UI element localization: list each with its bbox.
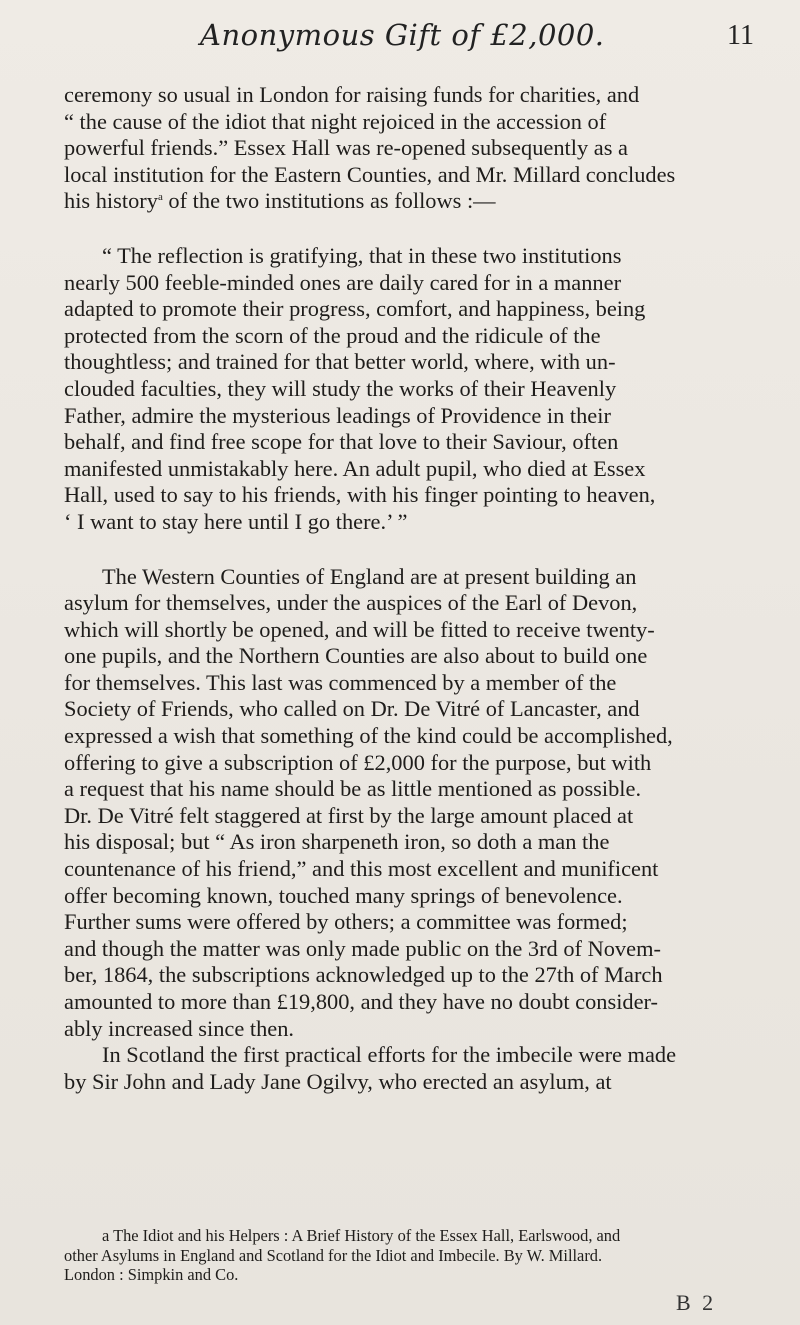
text-fragment: of the two institutions as follows :— <box>162 188 496 214</box>
text-line: amounted to more than £19,800, and they have no doubt consider- <box>64 989 659 1014</box>
page-header <box>0 18 800 68</box>
footnote-line: London : Simpkin and Co. <box>64 1265 239 1284</box>
text-line: Society of Friends, who called on Dr. De Vitré of Lancaster, and <box>64 696 640 722</box>
text-line: behalf, and find free scope for that love to their Saviour, often <box>64 429 619 455</box>
text-line: The Western Counties of England are at present building an <box>102 563 637 589</box>
footnote-line: other Asylums in England and Scotland for the Idiot and Imbecile. By W. Millard. <box>64 1245 603 1265</box>
text-line: offering to give a subscription of £2,000 for the purpose, but with <box>64 749 652 775</box>
text-line: ceremony so usual in London for raising funds for charities, and <box>64 82 640 107</box>
text-line: and though the matter was only made public on the 3rd of Novem- <box>64 935 661 961</box>
text-line: Dr. De Vitré felt staggered at first by the large amount placed at <box>64 802 634 828</box>
body-text <box>64 82 768 1095</box>
text-line: clouded faculties, they will study the works of their Heavenly <box>64 375 617 401</box>
text-line: Further sums were offered by others; a committee was formed; <box>64 909 628 935</box>
text-line: ber, 1864, the subscriptions acknowledged up to the 27th of March <box>64 962 663 988</box>
text-line: which will shortly be opened, and will be fitted to receive twenty- <box>64 616 655 642</box>
text-line: local institution for the Eastern Counties, and Mr. Millard concludes <box>64 161 676 187</box>
text-line: thoughtless; and trained for that better world, where, with un- <box>64 349 616 375</box>
text-line: “ the cause of the idiot that night rejoiced in the accession of <box>64 108 607 134</box>
paragraph-2-quotation <box>64 243 768 536</box>
text-fragment: his history <box>64 188 158 214</box>
footnote-reference[interactable]: a <box>157 191 163 204</box>
footnote <box>64 1226 768 1285</box>
text-line: nearly 500 feeble-minded ones are daily cared for in a manner <box>64 269 622 295</box>
text-line: one pupils, and the Northern Counties are also about to build one <box>64 643 648 669</box>
text-line: protected from the scorn of the proud and the ridicule of the <box>64 322 601 348</box>
text-line: expressed a wish that something of the kind could be accomplished, <box>64 723 673 749</box>
text-line <box>64 188 768 215</box>
signature-mark: B 2 <box>676 1290 717 1315</box>
text-line: manifested unmistakably here. An adult pupil, who died at Essex <box>64 455 646 481</box>
text-line: In Scotland the first practical efforts for the imbecile were made <box>102 1042 677 1068</box>
text-line: adapted to promote their progress, comfort, and happiness, being <box>64 296 646 322</box>
text-line: by Sir John and Lady Jane Ogilvy, who erected an asylum, at <box>64 1068 612 1094</box>
text-line: countenance of his friend,” and this most excellent and munificent <box>64 856 659 882</box>
text-line: ‘ I want to stay here until I go there.’ ” <box>64 508 408 534</box>
paragraph-gap <box>64 536 768 564</box>
paragraph-3 <box>64 564 768 1043</box>
paragraph-1 <box>64 82 768 215</box>
text-line: ably increased since then. <box>64 1015 295 1041</box>
text-line: a request that his name should be as little mentioned as possible. <box>64 776 642 802</box>
text-line: his disposal; but “ As iron sharpeneth iron, so doth a man the <box>64 829 610 855</box>
footnote-line: a The Idiot and his Helpers : A Brief History of the Essex Hall, Earlswood, and <box>102 1226 621 1245</box>
text-line: for themselves. This last was commenced by a member of the <box>64 669 617 695</box>
running-head: Anonymous Gift of £2,000. <box>200 18 605 52</box>
paragraph-gap <box>64 215 768 243</box>
text-line: Hall, used to say to his friends, with his finger pointing to heaven, <box>64 482 656 508</box>
page-number: 11 <box>727 20 754 51</box>
text-line: asylum for themselves, under the auspices of the Earl of Devon, <box>64 590 638 616</box>
text-line: powerful friends.” Essex Hall was re-opened subsequently as a <box>64 135 628 161</box>
text-line: “ The reflection is gratifying, that in these two institutions <box>102 242 622 268</box>
text-line: offer becoming known, touched many springs of benevolence. <box>64 882 623 908</box>
paragraph-4 <box>64 1042 768 1095</box>
text-line: Father, admire the mysterious leadings of Providence in their <box>64 402 611 428</box>
